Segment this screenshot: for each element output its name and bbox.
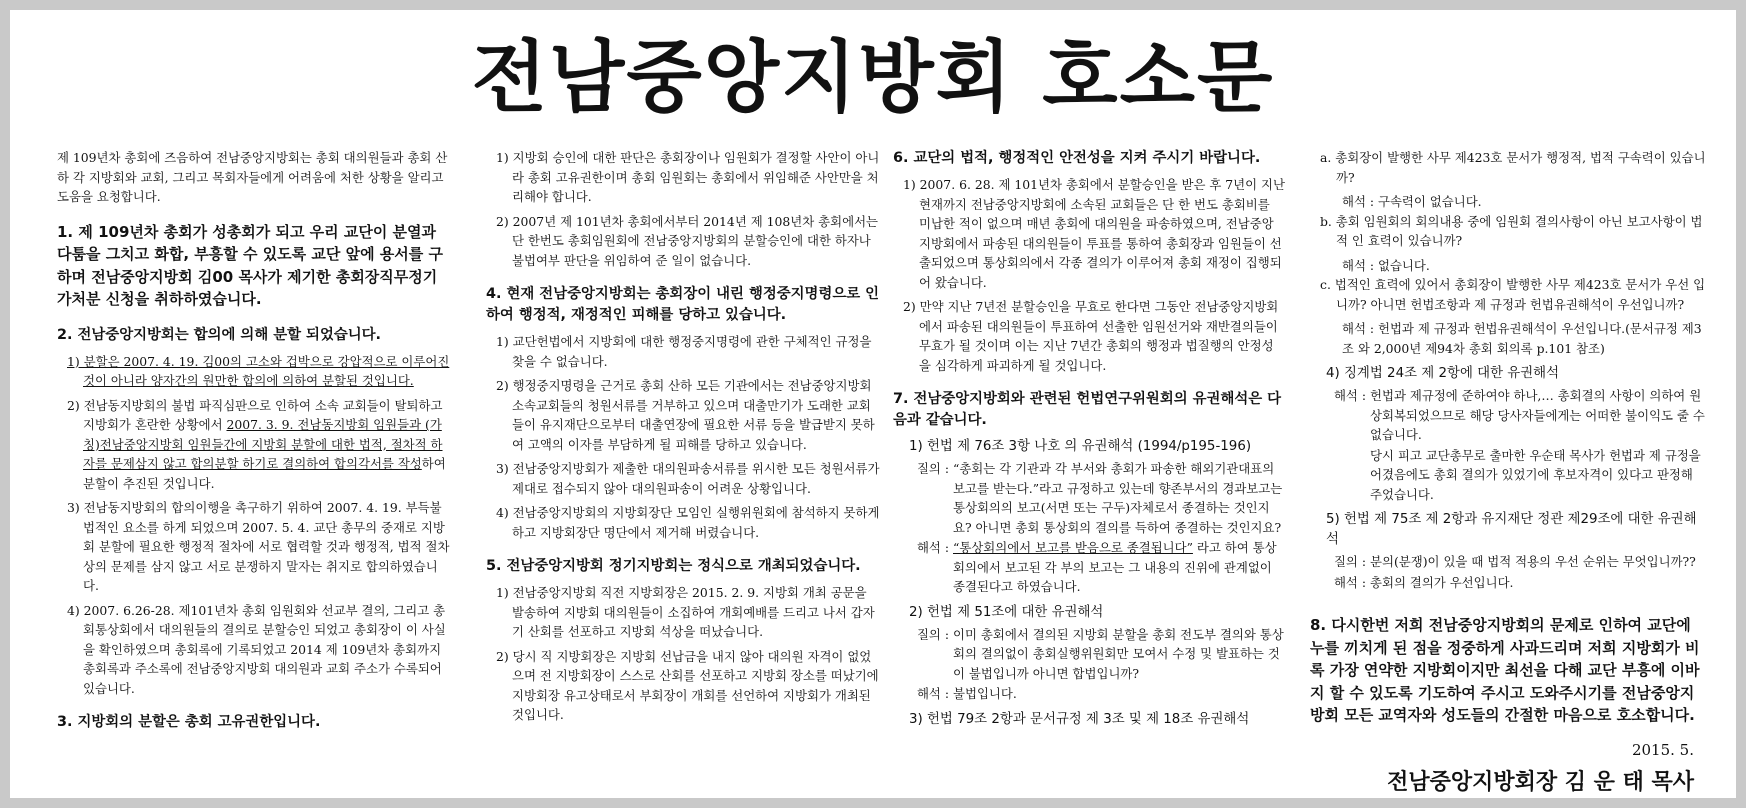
section-heading-3: 3. 지방회의 분할은 총회 고유권한입니다. [57,714,321,730]
underlined-text: 2007. 3. 9. 전남동지방회 임원들과 (가칭)전남중앙지방회 임원들간에 지방회 분할에 대한 법적, 절차적 하자를 문제삼지 않고 합의분할 하기로 결의하여 합의각서를 작성 [83,417,443,471]
text-span: 하여 분할이 추진된 것입니다. [83,456,446,491]
column-2 [486,148,882,794]
paragraph: 2) 만약 지난 7년전 분할승인을 무효로 한다면 그동안 전남중앙지방회에서 파송된 대의원들이 투표하여 선출한 임원선거와 재반결의들이 무효가 될 것이며 이는 지난 7년간 총회의 행정과 법질행의 안정성을 심각하게 파괴하게 될 것입니다. [903,299,1279,373]
underlined-text: “통상회의에서 보고를 받음으로 종결됩니다” [953,540,1193,555]
answer-text: 해석 : 없습니다. [1342,257,1430,273]
question-row [893,625,1285,684]
list-item: b. 총회 임원회의 회의내용 중에 임원회 결의사항이 아닌 보고사항이 법적 인 효력이 있습니까? [1320,213,1703,248]
answer-row [893,538,1285,597]
answer-label: 해석 : [1333,388,1366,403]
question-label: 질의 : [1333,554,1366,569]
paragraph: 2) 당시 직 지방회장은 지방회 선납금을 내지 않아 대의원 자격이 없었으며 전 지방회장이 스스로 산회를 선포하고 지방회 장소를 떠났기에 지방회장 유고상태로서 부회장이 개회를 선언하여 지방회가 개최된 것입니다. [496,648,879,722]
paragraph: 1) 전남중앙지방회 직전 지방회장은 2015. 2. 9. 지방회 개최 공문을 발송하여 지방회 대의원들이 소집하여 개회예배를 드리고 나서 갑자기 산회를 선포하고 지방회 석상을 떠났습니다. [496,585,875,639]
question-label: 질의 : [916,626,949,642]
question-text: “총회는 각 기관과 각 부서와 총회가 파송한 해외기관대표의 보고를 받는다.”라고 규정하고 있는데 향존부서의 경과보고는 통상회의의 보고(서면 또는 구두)자체로서 종결하는 것인지요? 아니면 총회 통상회의 결의를 득하여 종결하는 것인지요? [953,461,1283,535]
date: 2015. 5. [1631,740,1694,759]
page-title: 전남중앙지방회 호소문 [471,33,1275,123]
answer-text: 당시 피고 교단총무로 출마한 우순태 목사가 헌법과 제 규정을 어겼음에도 총회 결의가 있었기에 후보자격이 있다고 판정해 주었습니다. [1370,447,1701,502]
answer-label: 해석 : [916,686,949,701]
paragraph: 2) 2007년 제 101년차 총회에서부터 2014년 제 108년차 총회에서는 단 한번도 총회임원회에 전남중앙지방회의 분할승인에 대한 하자나 불법여부 판단을 위임하여 준 일이 없습니다. [496,213,879,268]
paragraph: 2) 행정중지명령을 근거로 총회 산하 모든 기관에서는 전남중앙지방회 소속교회들의 청원서류를 거부하고 있으며 대출만기가 도래한 교회들이 유지재단으로부터 대출연장에 필요한 서류 등을 발급받지 못하여 고액의 이자를 부담하게 될 피해를 당하고 있습니다. [496,378,875,452]
paragraph: 4) 전남중앙지방회의 지방회장단 모임인 실행위원회에 참석하지 못하게 하고 지방회장단 명단에서 제거해 버렸습니다. [496,505,880,540]
paragraph: 1) 2007. 6. 28. 제 101년차 총회에서 분할승인을 받은 후 7년이 지난 현재까지 전남중앙지방회에 소속된 교회들은 단 한 번도 총회비를 미납한 적이 없으며 매년 총회에 대의원을 파송하였으며, 전남중앙지방회에서 파송된 대의원들이 투표를 통하여 총회장과 임원들이 선출되었으며 통상회의에서 각종 결의가 이루어져 총회 재정이 집행되어 왔습니다. [903,177,1285,290]
answer-row [893,684,1285,704]
question-text: 이미 총회에서 결의된 지방회 분할을 총회 전도부 결의와 통상회의 결의없이 총회실행위원회만 모여서 수정 및 발표하는 것이 불법입니까 아니면 합법입니까? [953,626,1284,681]
answer-label: 해석 : [1333,574,1366,590]
answer-text: 해석 : 헌법과 제 규정과 헌법유권해석이 우선입니다.(문서규정 제3조 와 2,000년 제94차 총회 회의록 p.101 참조) [1342,321,1702,356]
list-item: a. 총회장이 발행한 사무 제423호 문서가 행정적, 법적 구속력이 있습니까? [1320,150,1706,185]
answer-row [1310,386,1708,445]
question-row [893,459,1285,537]
section-heading-1: 1. 제 109년차 총회가 성총회가 되고 우리 교단이 분열과 다툼을 그치고 화합, 부흥할 수 있도록 교단 앞에 용서를 구하며 전남중앙지방회 김00 목사가 제기한 총회장직무정기가처분 신청을 취하하였습니다. [57,222,443,308]
subsection-heading: 4) 징계법 24조 제 2항에 대한 유권해석 [1326,366,1559,381]
section-heading-5: 5. 전남중앙지방회 정기지방회는 정식으로 개최되었습니다. [486,558,861,574]
answer-text: 해석 : 구속력이 없습니다. [1342,194,1482,209]
section-heading-6: 6. 교단의 법적, 행정적인 안전성을 지켜 주시기 바랍니다. [893,150,1261,166]
paragraph: 1) 분할은 2007. 4. 19. 김00의 고소와 겁박으로 강압적으로 이루어진 것이 아니라 양자간의 원만한 합의에 의하여 분할된 것입니다. [67,353,450,388]
question-text: 분의(분쟁)이 있을 때 법적 적용의 우선 순위는 무엇입니까?? [1370,554,1696,569]
section-heading-4: 4. 현재 전남중앙지방회는 총회장이 내린 행정중지명령으로 인하여 행정적, 재정적인 피해를 당하고 있습니다. [486,286,880,323]
column-1 [57,148,450,794]
paragraph: 4) 2007. 6.26-28. 제101년차 총회 임원회와 선교부 결의, 그리고 총회통상회에서 대의원들의 결의로 분할승인 되었고 총회장이 이 사실을 확인하였으며 총회록에 기록되었고 2014 제 109년차 총회까지 총회록과 주소록에 전남중앙지방회 대의원과 교회 주소가 수록되어 있습니다. [67,602,446,696]
column-3 [893,148,1285,794]
subsection-heading: 1) 헌법 제 76조 3항 나호 의 유권해석 (1994/p195-196) [909,439,1252,454]
subsection-heading: 3) 헌법 79조 2항과 문서규정 제 3조 및 제 18조 유권해석 [909,711,1250,727]
answer-text [953,538,1285,597]
question-label: 질의 : [916,461,949,476]
text-span: 2) 전남동지방회의 불법 파직심판으로 인하여 소속 교회들이 탈퇴하고 지방회가 혼란한 상황에서 [67,397,443,432]
answer-text: 총회의 결의가 우선입니다. [1370,574,1514,590]
section-heading-7: 7. 전남중앙지방회와 관련된 헌법연구위원회의 유권해석은 다음과 같습니다. [893,391,1282,428]
paragraph: 3) 전남중앙지방회가 제출한 대의원파송서류를 위시한 모든 청원서류가 제대로 접수되지 않아 대의원파송이 어려운 상황입니다. [496,461,880,496]
subsection-heading: 2) 헌법 제 51조에 대한 유권해석 [909,604,1104,620]
text-span: 라고 하여 통상회의에서 보고된 각 부의 보고는 그 내용의 진위에 관계없이 종결된다고 하였습니다. [953,540,1277,594]
subsection-heading: 5) 헌법 제 75조 제 2항과 유지재단 정관 제29조에 대한 유권해석 [1326,512,1697,547]
paragraph: 1) 지방회 승인에 대한 판단은 총회장이나 임원회가 결정할 사안이 아니라 총회 고유권한이며 총회 임원회는 총회에서 위임해준 사안만을 처리해야 합니다. [496,150,880,204]
intro-paragraph: 제 109년차 총회에 즈음하여 전남중앙지방회는 총회 대의원들과 총회 산하 각 지방회와 교회, 그리고 목회자들에게 어려움에 처한 상황을 알리고 도움을 요청합니다. [57,150,448,204]
section-heading-8: 8. 다시한번 저희 전남중앙지방회의 문제로 인하여 교단에 누를 끼치게 된 점을 정중하게 사과드리며 저희 지방회가 비록 가장 연약한 지방회이지만 최선을 다해 교단 부흥에 이바지 할 수 있도록 기도하여 주시고 도와주시기를 전남중앙지방회 모든 교역자와 성도들의 간절한 마음으로 호소합니다. [1310,616,1700,724]
list-item: c. 법적인 효력에 있어서 총회장이 발행한 사무 제423호 문서가 우선 입니까? 아니면 헌법조항과 제 규정과 헌법유권해석이 우선입니까? [1320,277,1706,312]
paragraph: 3) 전남동지방회의 합의이행을 촉구하기 위하여 2007. 4. 19. 부득불 법적인 요소를 하게 되었으며 2007. 5. 4. 교단 총무의 중재로 지방회 분할에 필요한 행정적 절차에 서로 협력할 것과 행정적, 법적 절차상의 문제를 삼지 않고 서로 분쟁하지 말자는 취지로 합의하였습니다. [67,500,450,593]
advertisement-page [10,10,1736,798]
answer-label: 해석 : [916,540,949,555]
question-row [1310,552,1708,572]
answer-row [1310,573,1708,593]
answer-text: 불법입니다. [953,686,1017,701]
paragraph: 1) 교단헌법에서 지방회에 대한 행정중지명령에 관한 구체적인 규정을 찾을 수 없습니다. [496,334,872,369]
answer-text: 헌법과 제규정에 준하여야 하나,… 총회결의 사항이 의하여 원상회복되었으므로 해당 당사자들에게는 어떠한 불이익도 줄 수 없습니다. [1370,388,1705,442]
section-heading-2: 2. 전남중앙지방회는 합의에 의해 분할 되었습니다. [57,326,382,343]
paragraph [61,396,450,494]
column-4 [1310,148,1708,794]
signature: 전남중앙지방회장 김 운 태 목사 [1387,770,1694,794]
